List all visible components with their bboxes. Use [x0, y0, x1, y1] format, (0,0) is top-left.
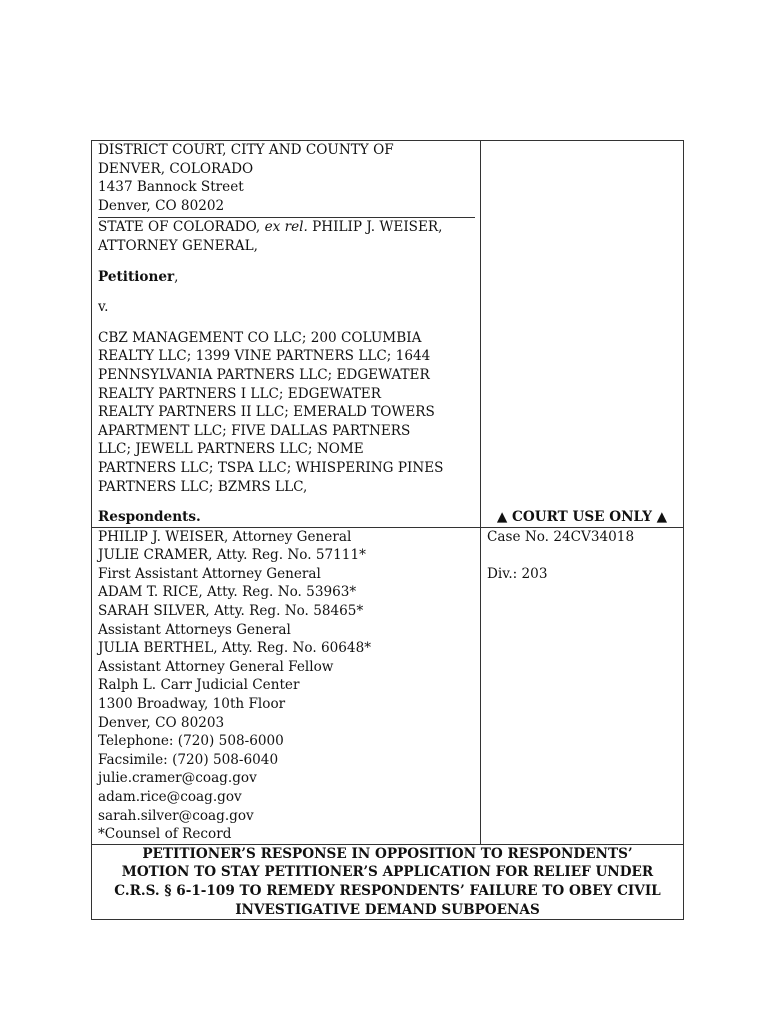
- caption-counsel-row: [92, 528, 683, 845]
- counsel-column: [92, 528, 481, 844]
- court-name-line-2: DENVER, COLORADO: [98, 160, 254, 177]
- respondents-line: APARTMENT LLC; FIVE DALLAS PARTNERS: [98, 422, 411, 439]
- respondents-line: PARTNERS LLC; TSPA LLC; WHISPERING PINES: [98, 459, 444, 476]
- counsel-line: PHILIP J. WEISER, Attorney General: [98, 528, 352, 545]
- counsel-line: SARAH SILVER, Atty. Reg. No. 58465*: [98, 603, 364, 620]
- petitioner-name-suffix: PHILIP J. WEISER,: [307, 219, 443, 236]
- counsel-of-record-note: *Counsel of Record: [98, 826, 232, 843]
- respondents-line: PENNSYLVANIA PARTNERS LLC; EDGEWATER: [98, 366, 430, 383]
- counsel-line: JULIA BERTHEL, Atty. Reg. No. 60648*: [98, 640, 372, 657]
- respondents-line: PARTNERS LLC; BZMRS LLC,: [98, 478, 308, 495]
- counsel-telephone: Telephone: (720) 508-6000: [98, 733, 284, 750]
- counsel-line: ADAM T. RICE, Atty. Reg. No. 53963*: [98, 584, 357, 601]
- court-use-only-label: ▲ COURT USE ONLY ▲: [496, 509, 668, 526]
- counsel-line: JULIE CRAMER, Atty. Reg. No. 57111*: [98, 547, 366, 564]
- court-address-line-1: 1437 Bannock Street: [98, 179, 244, 196]
- counsel-email: julie.cramer@coag.gov: [98, 770, 257, 787]
- case-caption: [91, 140, 684, 920]
- respondents-role: [98, 508, 474, 527]
- respondents-block: [98, 329, 474, 527]
- counsel-facsimile: Facsimile: (720) 508-6040: [98, 751, 279, 768]
- counsel-email: sarah.silver@coag.gov: [98, 807, 254, 824]
- caption-parties-row: [92, 141, 683, 528]
- court-info: [98, 141, 474, 217]
- document-title-line: C.R.S. § 6-1-109 TO REMEDY RESPONDENTS’ FAILURE TO OBEY CIVIL: [114, 882, 661, 899]
- petitioner-line-2: ATTORNEY GENERAL,: [98, 237, 258, 254]
- counsel-line: Ralph L. Carr Judicial Center: [98, 677, 300, 694]
- petitioner-block: [98, 218, 474, 328]
- document-title: [92, 845, 683, 919]
- respondents-role-punct: .: [196, 509, 201, 526]
- petitioner-role-punct: ,: [174, 268, 179, 285]
- respondents-line: REALTY LLC; 1399 VINE PARTNERS LLC; 1644: [98, 348, 431, 365]
- petitioner-line-1: [98, 218, 474, 237]
- document-title-line: INVESTIGATIVE DEMAND SUBPOENAS: [235, 901, 540, 918]
- ex-rel-text: ex rel.: [264, 219, 308, 236]
- respondents-line: CBZ MANAGEMENT CO LLC; 200 COLUMBIA: [98, 329, 422, 346]
- counsel-line: Assistant Attorneys General: [98, 621, 291, 638]
- respondents-role-label: Respondents: [98, 509, 197, 526]
- case-number: Case No. 24CV34018: [487, 528, 635, 545]
- court-address-line-2: Denver, CO 80202: [98, 197, 225, 214]
- parties-column: [92, 141, 481, 527]
- document-title-line: MOTION TO STAY PETITIONER’S APPLICATION FOR RELIEF UNDER: [121, 864, 654, 881]
- petitioner-role: [98, 268, 474, 287]
- counsel-line: Assistant Attorney General Fellow: [98, 658, 334, 675]
- division-number: Div.: 203: [487, 565, 548, 582]
- versus-text: v.: [98, 299, 109, 316]
- respondents-line: LLC; JEWELL PARTNERS LLC; NOME: [98, 441, 364, 458]
- document-title-line: PETITIONER’S RESPONSE IN OPPOSITION TO RESPONDENTS’: [142, 845, 633, 862]
- counsel-line: 1300 Broadway, 10th Floor: [98, 696, 286, 713]
- counsel-line: First Assistant Attorney General: [98, 565, 321, 582]
- counsel-line: Denver, CO 80203: [98, 714, 225, 731]
- court-use-column: [481, 141, 683, 527]
- petitioner-role-label: Petitioner: [98, 268, 175, 285]
- petitioner-name-prefix: STATE OF COLORADO,: [98, 219, 265, 236]
- respondents-line: REALTY PARTNERS II LLC; EMERALD TOWERS: [98, 404, 435, 421]
- respondents-line: REALTY PARTNERS I LLC; EDGEWATER: [98, 385, 381, 402]
- case-info-column: [481, 528, 683, 844]
- counsel-email: adam.rice@coag.gov: [98, 789, 242, 805]
- court-name-line-1: DISTRICT COURT, CITY AND COUNTY OF: [98, 142, 394, 158]
